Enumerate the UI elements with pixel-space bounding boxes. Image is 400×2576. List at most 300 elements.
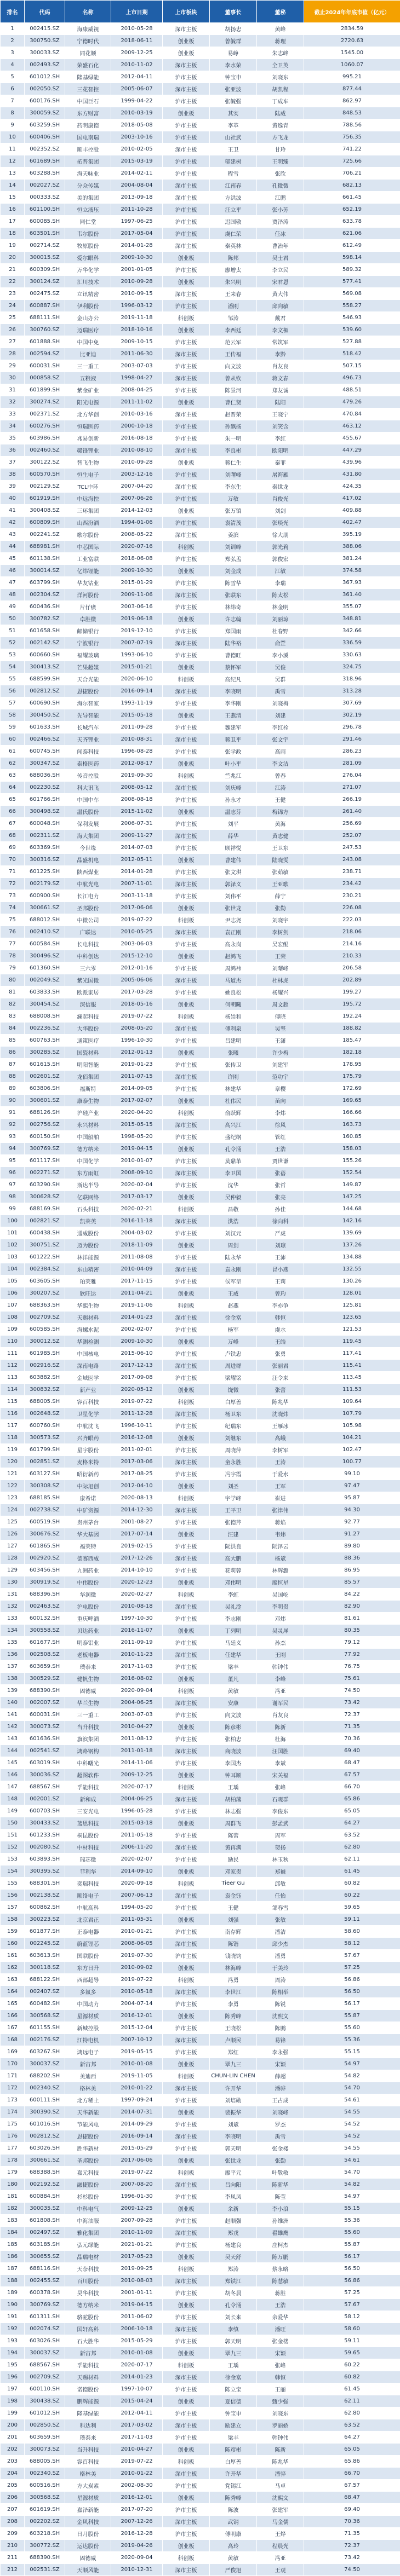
cell-listing-date: 2011-01-18 [111, 1745, 163, 1757]
cell-secretary: 肖友良 [257, 360, 304, 372]
cell-board: 沪市主板 [163, 866, 210, 878]
cell-secretary: 汪令来 [257, 1372, 304, 1384]
cell-board: 深市主板 [163, 1023, 210, 1035]
cell-secretary: 李小浪 [257, 2203, 304, 2215]
cell-name: 北方华创 [65, 408, 111, 420]
table-row [1, 2431, 400, 2444]
cell-market-cap: 226.08 [304, 902, 400, 914]
cell-chairman: 杨军 [210, 1324, 257, 1336]
cell-board: 深市主板 [163, 143, 210, 155]
cell-listing-date: 2017-08-25 [111, 1468, 163, 1480]
table-row [1, 2311, 400, 2323]
cell-name: 中伟股份 [65, 1576, 111, 1589]
cell-market-cap: 546.93 [304, 312, 400, 324]
cell-market-cap: 388.06 [304, 541, 400, 553]
cell-rank: 84 [1, 1023, 25, 1035]
cell-listing-date: 2020-04-20 [111, 1107, 163, 1119]
cell-chairman: 丁列明 [210, 1625, 257, 1637]
cell-board: 创业板 [163, 2347, 210, 2359]
cell-rank: 201 [1, 2431, 25, 2444]
table-row [1, 1372, 400, 1384]
cell-board: 创业板 [163, 854, 210, 866]
cell-board: 沪市主板 [163, 1950, 210, 1962]
cell-rank: 202 [1, 2444, 25, 2456]
cell-name: 中航光电 [65, 878, 111, 890]
cell-code: 600031.SH [25, 360, 65, 372]
cell-chairman: 许志翰 [210, 613, 257, 625]
cell-board: 深市主板 [163, 2564, 210, 2576]
cell-name: 格林美 [65, 2468, 111, 2480]
cell-name: 日月股份 [65, 2528, 111, 2540]
cell-rank: 212 [1, 2564, 25, 2576]
cell-name: 百川股份 [65, 2275, 111, 2287]
cell-code: 601899.SH [25, 384, 65, 396]
cell-name: 长电科技 [65, 938, 111, 950]
cell-secretary: 张文宇 [257, 733, 304, 746]
table-row [1, 457, 400, 469]
cell-market-cap: 539.60 [304, 324, 400, 336]
cell-listing-date: 2011-06-02 [111, 2311, 163, 2323]
cell-listing-date: 2010-08-03 [111, 2275, 163, 2287]
table-row [1, 2275, 400, 2287]
cell-board: 深市主板 [163, 59, 210, 71]
cell-market-cap: 281.09 [304, 758, 400, 770]
cell-rank: 133 [1, 1613, 25, 1625]
cell-listing-date: 2010-03-16 [111, 408, 163, 420]
cell-secretary: 崔进 [257, 1492, 304, 1504]
cell-name: 迈为股份 [65, 1239, 111, 1251]
cell-rank: 119 [1, 1444, 25, 1456]
cell-name: 中国化学 [65, 1155, 111, 1167]
cell-rank: 109 [1, 1324, 25, 1336]
cell-secretary: 周文超 [257, 998, 304, 1010]
cell-code: 688981.SH [25, 541, 65, 553]
cell-code: 300529.SZ [25, 1673, 65, 1685]
cell-secretary: 刘晓宇 [257, 914, 304, 926]
cell-chairman: 吴仲毅 [210, 1191, 257, 1203]
cell-secretary: 黄逸青 [257, 119, 304, 131]
cell-board: 沪市主板 [163, 216, 210, 228]
table-row [1, 1974, 400, 1986]
cell-market-cap: 57.67 [304, 2299, 400, 2311]
cell-chairman: 吴礼淦 [210, 1601, 257, 1613]
cell-listing-date: 2016-08-02 [111, 1673, 163, 1685]
cell-code: 601985.SH [25, 1348, 65, 1360]
cell-code: 002812.SZ [25, 2130, 65, 2142]
table-row [1, 372, 400, 384]
cell-code: 603605.SH [25, 1275, 65, 1287]
cell-listing-date: 1996-10-11 [111, 1420, 163, 1432]
cell-listing-date: 2008-09-10 [111, 1167, 163, 1179]
cell-board: 深市主板 [163, 1408, 210, 1420]
cell-name: 华润微 [65, 1589, 111, 1601]
table-row [1, 709, 400, 721]
cell-board: 深市主板 [163, 83, 210, 95]
cell-secretary: 王浩 [257, 1143, 304, 1155]
cell-name: 中矿资源 [65, 1504, 111, 1516]
cell-listing-date: 2018-10-16 [111, 324, 163, 336]
cell-code: 300073.SZ [25, 1721, 65, 1733]
cell-secretary: 陈鹏 [257, 2022, 304, 2034]
cell-rank: 181 [1, 2191, 25, 2203]
cell-board: 创业板 [163, 2203, 210, 2215]
cell-secretary: 杜春野 [257, 625, 304, 637]
cell-chairman: 王瑀 [210, 1781, 257, 1793]
cell-rank: 185 [1, 2239, 25, 2251]
table-row [1, 47, 400, 59]
cell-rank: 14 [1, 180, 25, 192]
cell-listing-date: 2014-09-05 [111, 1083, 163, 1095]
cell-secretary: 徐大朋 [257, 529, 304, 541]
cell-market-cap: 55.36 [304, 2034, 400, 2046]
cell-board: 深市主板 [163, 1986, 210, 1998]
table-row [1, 1203, 400, 1215]
cell-market-cap: 55.87 [304, 2010, 400, 2022]
cell-name: 山西汾酒 [65, 517, 111, 529]
cell-market-cap: 84.22 [304, 1589, 400, 1601]
cell-secretary: 张峰 [257, 2359, 304, 2371]
cell-listing-date: 2020-09-04 [111, 2552, 163, 2564]
cell-board: 沪市主板 [163, 1059, 210, 1071]
cell-rank: 39 [1, 481, 25, 493]
cell-secretary: 沈熙文 [257, 2492, 304, 2504]
cell-market-cap: 488.51 [304, 384, 400, 396]
cell-market-cap: 152.54 [304, 1167, 400, 1179]
cell-secretary: 李树军 [257, 1444, 304, 1456]
cell-market-cap: 266.19 [304, 794, 400, 806]
cell-market-cap: 73.42 [304, 1697, 400, 1709]
cell-name: 智飞生物 [65, 457, 111, 469]
cell-market-cap: 558.27 [304, 300, 400, 312]
cell-code: 603259.SH [25, 119, 65, 131]
cell-listing-date: 2008-04-25 [111, 384, 163, 396]
cell-code: 002601.SZ [25, 1071, 65, 1083]
cell-board: 深市主板 [163, 1071, 210, 1083]
cell-market-cap: 54.55 [304, 2106, 400, 2118]
cell-market-cap: 577.41 [304, 276, 400, 288]
table-row [1, 2106, 400, 2118]
cell-code: 002460.SZ [25, 444, 65, 457]
cell-market-cap: 69.40 [304, 1745, 400, 1757]
cell-board: 沪市主板 [163, 2118, 210, 2130]
table-row [1, 2263, 400, 2275]
cell-market-cap: 424.35 [304, 481, 400, 493]
cell-name: 邮储银行 [65, 625, 111, 637]
cell-rank: 41 [1, 505, 25, 517]
cell-rank: 178 [1, 2155, 25, 2167]
cell-code: 600884.SH [25, 2191, 65, 2203]
cell-chairman: 纪瑞东 [210, 1420, 257, 1432]
cell-name: 同仁堂 [65, 216, 111, 228]
cell-market-cap: 57.67 [304, 1950, 400, 1962]
cell-market-cap: 56.86 [304, 2275, 400, 2287]
cell-secretary: 吴群 [257, 673, 304, 685]
cell-rank: 146 [1, 1769, 25, 1781]
cell-rank: 32 [1, 396, 25, 408]
cell-name: 新和成 [65, 1793, 111, 1805]
cell-chairman: 温志芬 [210, 806, 257, 818]
cell-market-cap: 439.96 [304, 457, 400, 469]
cell-listing-date: 2011-08-08 [111, 1251, 163, 1263]
cell-market-cap: 621.06 [304, 228, 400, 240]
cell-name: 中国核电 [65, 1348, 111, 1360]
cell-market-cap: 479.26 [304, 396, 400, 408]
cell-secretary: 张亮 [257, 1191, 304, 1203]
cell-board: 科创板 [163, 2070, 210, 2082]
cell-rank: 122 [1, 1480, 25, 1492]
cell-listing-date: 1997-10-30 [111, 1613, 163, 1625]
cell-rank: 43 [1, 529, 25, 541]
cell-market-cap: 68.47 [304, 1757, 400, 1769]
cell-listing-date: 2016-09-14 [111, 2130, 163, 2142]
cell-chairman: 傅明康 [210, 2528, 257, 2540]
cell-listing-date: 2015-12-10 [111, 950, 163, 962]
cell-market-cap: 56.50 [304, 2263, 400, 2275]
cell-code: 300118.SZ [25, 1962, 65, 1974]
cell-rank: 48 [1, 589, 25, 601]
cell-board: 深市主板 [163, 2275, 210, 2287]
cell-market-cap: 612.49 [304, 240, 400, 252]
cell-market-cap: 75.61 [304, 1673, 400, 1685]
table-row [1, 1528, 400, 1540]
cell-secretary: 黄志健 [257, 830, 304, 842]
cell-name: 老板电器 [65, 1649, 111, 1661]
cell-chairman: 昌敬 [210, 1203, 257, 1215]
cell-board: 沪市主板 [163, 131, 210, 143]
cell-board: 创业板 [163, 2010, 210, 2022]
table-row [1, 637, 400, 649]
cell-code: 002497.SZ [25, 2227, 65, 2239]
cell-chairman: 薛华 [210, 830, 257, 842]
cell-chairman: 安康 [210, 1697, 257, 1709]
cell-name: 今世缘 [65, 842, 111, 854]
cell-chairman: 胡冬晨 [210, 2287, 257, 2299]
cell-secretary: 谢军民 [257, 1697, 304, 1709]
cell-board: 沪市主板 [163, 469, 210, 481]
cell-board: 沪市主板 [163, 1035, 210, 1047]
cell-rank: 81 [1, 986, 25, 998]
cell-rank: 45 [1, 553, 25, 565]
cell-secretary: 王涛 [257, 1456, 304, 1468]
cell-listing-date: 2007-11-01 [111, 878, 163, 890]
cell-chairman: 廖平元 [210, 2167, 257, 2179]
cell-code: 300347.SZ [25, 758, 65, 770]
cell-name: 斯达半导 [65, 1179, 111, 1191]
cell-market-cap: 361.40 [304, 589, 400, 601]
table-row [1, 1239, 400, 1251]
cell-board: 深市主板 [163, 529, 210, 541]
cell-board: 深市主板 [163, 2130, 210, 2142]
cell-rank: 182 [1, 2203, 25, 2215]
cell-code: 600862.SH [25, 1902, 65, 1914]
cell-rank: 5 [1, 71, 25, 83]
cell-secretary: 李明贵 [257, 1601, 304, 1613]
cell-market-cap: 58.60 [304, 1926, 400, 1938]
table-row [1, 95, 400, 107]
cell-chairman: 高大鹏 [210, 1552, 257, 1564]
cell-market-cap: 256.69 [304, 818, 400, 830]
cell-secretary: 许少梅 [257, 1047, 304, 1059]
cell-code: 300751.SZ [25, 1239, 65, 1251]
cell-rank: 192 [1, 2323, 25, 2335]
cell-code: 600111.SH [25, 2094, 65, 2106]
cell-listing-date: 2014-01-23 [111, 1312, 163, 1324]
cell-name: 顺络电子 [65, 1890, 111, 1902]
cell-code: 603659.SH [25, 2431, 65, 2444]
table-row [1, 2528, 400, 2540]
cell-secretary: 于爱水 [257, 1468, 304, 1480]
cell-chairman: 白厚善 [210, 1396, 257, 1408]
cell-code: 300676.SZ [25, 1528, 65, 1540]
cell-name: 恒立液压 [65, 204, 111, 216]
cell-market-cap: 261.40 [304, 806, 400, 818]
cell-market-cap: 633.78 [304, 216, 400, 228]
cell-chairman: 邓伟明 [210, 1576, 257, 1589]
cell-listing-date: 2012-01-16 [111, 962, 163, 974]
cell-market-cap: 2720.63 [304, 35, 400, 47]
cell-name: 鸿路钢构 [65, 1745, 111, 1757]
cell-chairman: 竺兆江 [210, 770, 257, 782]
cell-secretary: 马卓 [257, 2480, 304, 2492]
cell-rank: 126 [1, 1528, 25, 1540]
cell-name: 中国中免 [65, 336, 111, 348]
cell-listing-date: 2019-07-22 [111, 914, 163, 926]
table-row [1, 180, 400, 192]
cell-rank: 11 [1, 143, 25, 155]
cell-board: 创业板 [163, 505, 210, 517]
cell-name: 韦尔股份 [65, 228, 111, 240]
cell-board: 沪市主板 [163, 2094, 210, 2106]
cell-rank: 94 [1, 1143, 25, 1155]
cell-market-cap: 60.22 [304, 2359, 400, 2371]
cell-secretary: 秦菲 [257, 457, 304, 469]
cell-secretary: 李文洁 [257, 758, 304, 770]
cell-name: 新产业 [65, 1384, 111, 1396]
cell-code: 601865.SH [25, 1540, 65, 1552]
cell-rank: 206 [1, 2492, 25, 2504]
cell-secretary: 马金儒 [257, 2516, 304, 2528]
cell-code: 603369.SH [25, 842, 65, 854]
cell-code: 000858.SZ [25, 372, 65, 384]
cell-name: 容百科技 [65, 2456, 111, 2468]
cell-code: 600703.SH [25, 1805, 65, 1817]
cell-listing-date: 1997-06-25 [111, 216, 163, 228]
cell-listing-date: 2019-07-22 [111, 1010, 163, 1023]
cell-rank: 175 [1, 2118, 25, 2130]
cell-code: 300750.SZ [25, 35, 65, 47]
cell-name: 石头科技 [65, 1203, 111, 1215]
cell-chairman: 孔令涌 [210, 1143, 257, 1155]
cell-name: 紫光国微 [65, 974, 111, 986]
cell-code: 600436.SH [25, 601, 65, 613]
cell-board: 沪市主板 [163, 746, 210, 758]
table-row [1, 2419, 400, 2431]
cell-market-cap: 109.64 [304, 1396, 400, 1408]
cell-listing-date: 2010-08-31 [111, 733, 163, 746]
cell-chairman: 周晓萍 [210, 1444, 257, 1456]
cell-market-cap: 73.42 [304, 2552, 400, 2564]
cell-board: 深市主板 [163, 1167, 210, 1179]
cell-listing-date: 2008-05-20 [111, 1023, 163, 1035]
cell-code: 300035.SZ [25, 2203, 65, 2215]
cell-board: 创业板 [163, 1962, 210, 1974]
table-row [1, 553, 400, 565]
cell-listing-date: 2011-09-19 [111, 1637, 163, 1649]
cell-rank: 179 [1, 2167, 25, 2179]
cell-code: 300832.SZ [25, 1384, 65, 1396]
table-row [1, 1095, 400, 1107]
cell-code: 002176.SZ [25, 2034, 65, 2046]
cell-code: 601311.SH [25, 2311, 65, 2323]
cell-secretary: 甘玲 [257, 143, 304, 155]
cell-code: 688036.SH [25, 770, 65, 782]
cell-code: 002709.SZ [25, 2371, 65, 2383]
cell-board: 深市主板 [163, 878, 210, 890]
cell-market-cap: 210.33 [304, 950, 400, 962]
cell-secretary: 曹治年 [257, 240, 304, 252]
table-row [1, 2022, 400, 2034]
cell-market-cap: 247.53 [304, 842, 400, 854]
cell-secretary: 罗丽娇 [257, 2419, 304, 2431]
table-row [1, 131, 400, 143]
cell-name: 恒生电子 [65, 469, 111, 481]
cell-market-cap: 79.12 [304, 1637, 400, 1649]
cell-name: 当升科技 [65, 1721, 111, 1733]
cell-name: 诺德股份 [65, 2383, 111, 2395]
cell-board: 沪市主板 [163, 794, 210, 806]
table-row [1, 529, 400, 541]
cell-secretary: 陆威 [257, 107, 304, 119]
cell-market-cap: 661.45 [304, 192, 400, 204]
cell-code: 600745.SH [25, 746, 65, 758]
cell-chairman: 夏信德 [210, 2395, 257, 2407]
cell-market-cap: 65.86 [304, 1793, 400, 1805]
cell-code: 300223.SZ [25, 1914, 65, 1926]
cell-rank: 25 [1, 312, 25, 324]
cell-market-cap: 252.07 [304, 830, 400, 842]
cell-code: 002340.SZ [25, 2468, 65, 2480]
cell-chairman: 马道杰 [210, 974, 257, 986]
table-row [1, 2540, 400, 2552]
cell-chairman: 刘庆峰 [210, 782, 257, 794]
cell-rank: 73 [1, 890, 25, 902]
cell-secretary: 孙维洲 [257, 2215, 304, 2227]
cell-name: 融捷股份 [65, 2179, 111, 2191]
cell-market-cap: 144.68 [304, 1203, 400, 1215]
cell-board: 创业板 [163, 1817, 210, 1829]
cell-rank: 75 [1, 914, 25, 926]
cell-board: 创业板 [163, 1865, 210, 1878]
cell-name: 晶盛机电 [65, 854, 111, 866]
table-row [1, 2299, 400, 2311]
cell-market-cap: 55.87 [304, 2239, 400, 2251]
cell-secretary: 孙佳 [257, 1203, 304, 1215]
cell-name: 中微公司 [65, 914, 111, 926]
cell-market-cap: 74.50 [304, 1685, 400, 1697]
cell-chairman: 刘长来 [210, 2311, 257, 2323]
cell-secretary: 王军 [257, 1480, 304, 1492]
cell-listing-date: 2016-11-07 [111, 1625, 163, 1637]
cell-code: 002245.SZ [25, 1938, 65, 1950]
cell-name: 西部超导 [65, 1974, 111, 1986]
cell-secretary: 张勇 [257, 1348, 304, 1360]
cell-board: 沪市主板 [163, 818, 210, 830]
table-row [1, 1179, 400, 1191]
cell-rank: 150 [1, 1817, 25, 1829]
table-row [1, 1143, 400, 1155]
cell-listing-date: 2012-05-11 [111, 854, 163, 866]
cell-rank: 188 [1, 2275, 25, 2287]
